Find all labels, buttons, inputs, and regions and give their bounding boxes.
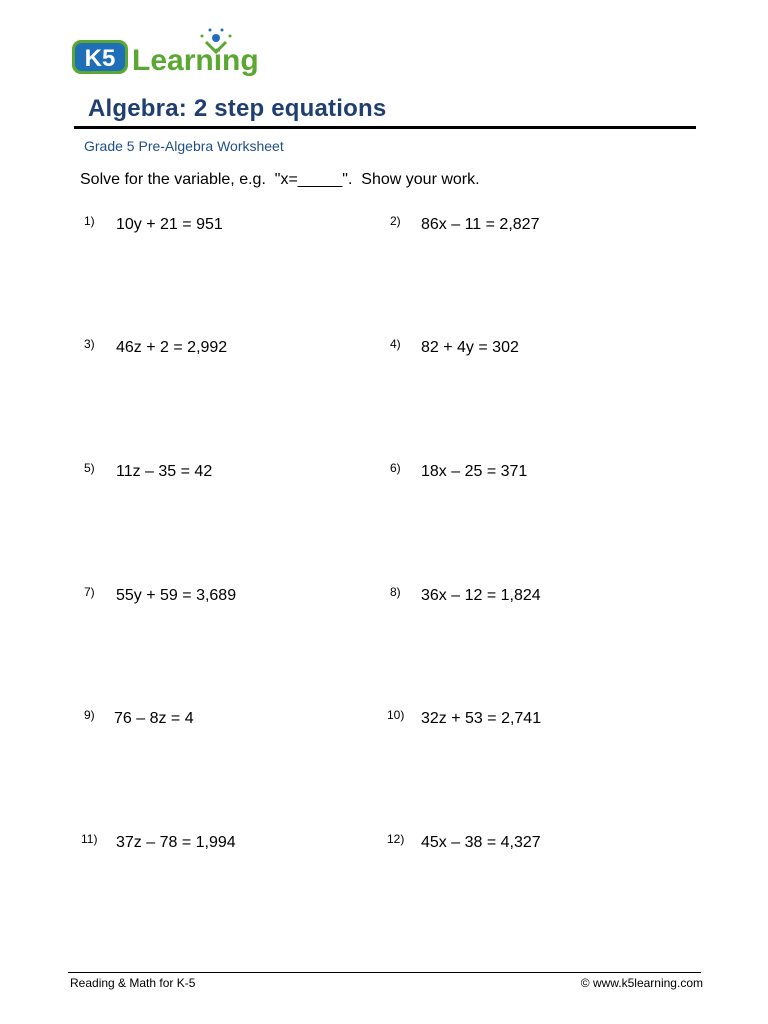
logo-wordmark: Learning (132, 44, 259, 77)
problem-equation: 46z + 2 = 2,992 (116, 339, 228, 356)
problem-equation: 37z – 78 = 1,994 (116, 834, 236, 851)
problem-number: 4) (390, 337, 401, 351)
problem-number: 9) (84, 708, 95, 722)
problem-number: 2) (390, 214, 401, 228)
problem-equation: 76 – 8z = 4 (114, 710, 194, 727)
problem-equation: 55y + 59 = 3,689 (116, 587, 237, 604)
footer-tagline: Reading & Math for K-5 (70, 976, 196, 990)
problem-equation: 32z + 53 = 2,741 (421, 710, 542, 727)
problem-equation: 18x – 25 = 371 (421, 463, 528, 480)
problem-equation: 86x – 11 = 2,827 (421, 216, 540, 233)
problem-number: 10) (387, 708, 405, 722)
problem-equation: 36x – 12 = 1,824 (421, 587, 541, 604)
problem-equation: 10y + 21 = 951 (116, 216, 223, 233)
worksheet-subtitle: Grade 5 Pre-Algebra Worksheet (84, 138, 284, 154)
page-title: Algebra: 2 step equations (88, 95, 387, 122)
footer-divider (68, 972, 701, 973)
instructions: Solve for the variable, e.g. "x=_____". Show your work. (80, 171, 480, 188)
problem-number: 7) (84, 585, 95, 599)
problem-number: 3) (84, 337, 95, 351)
logo-k5-text: K5 (84, 45, 116, 72)
problem-number: 11) (81, 832, 98, 846)
problem-number: 6) (390, 461, 401, 475)
problem-number: 8) (390, 585, 401, 599)
title-divider (74, 126, 696, 129)
k5-learning-logo (70, 26, 270, 82)
problem-number: 5) (84, 461, 95, 475)
problem-equation: 11z – 35 = 42 (116, 463, 213, 480)
problem-equation: 45x – 38 = 4,327 (421, 834, 541, 851)
problem-equation: 82 + 4y = 302 (421, 339, 519, 356)
footer-website: © www.k5learning.com (580, 976, 703, 990)
problem-number: 1) (84, 214, 95, 228)
problem-number: 12) (387, 832, 405, 846)
